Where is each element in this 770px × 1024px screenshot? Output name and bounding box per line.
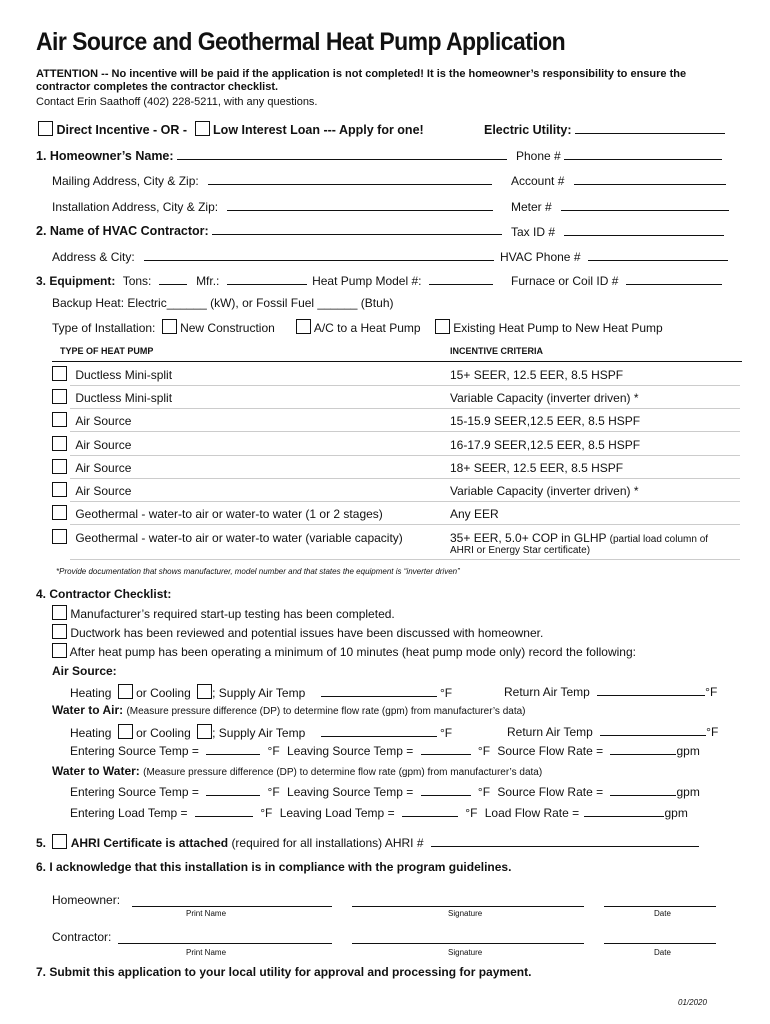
contractor-date-line[interactable]: [604, 943, 716, 944]
source-flow-input[interactable]: [610, 784, 676, 796]
checklist-checkbox[interactable]: [52, 605, 67, 620]
contractor-print-line[interactable]: [118, 943, 332, 944]
row-divider: [70, 478, 740, 479]
checklist-item: [52, 643, 636, 659]
hvac-contractor-field: [36, 223, 502, 238]
leaving-source-label: Leaving Source Temp =: [287, 785, 414, 799]
return-air-input[interactable]: [597, 684, 705, 696]
row-type: Geothermal - water-to air or water-to water (variable capacity): [75, 531, 403, 545]
row-divider: [70, 431, 740, 432]
load-flow-input[interactable]: [584, 805, 664, 817]
account-label: Account #: [511, 174, 565, 188]
gpm: gpm: [664, 806, 688, 820]
row-checkbox[interactable]: [52, 529, 67, 544]
heat-pump-model-label: Heat Pump Model #:: [312, 274, 422, 288]
supply-air-input[interactable]: [321, 685, 437, 697]
homeowner-print-line[interactable]: [132, 906, 332, 907]
ac-to-heat-pump-checkbox[interactable]: [296, 319, 311, 334]
tons-label: Tons:: [122, 274, 152, 288]
row-criteria: 16-17.9 SEER,12.5 EER, 8.5 HSPF: [450, 438, 641, 452]
row-criteria: 15-15.9 SEER,12.5 EER, 8.5 HSPF: [450, 414, 641, 428]
attention-notice: ATTENTION -- No incentive will be paid if the application is not completed! It is the homeowner’s responsibility to ensure the contractor completes the contractor checklist.: [36, 68, 687, 93]
row-type: Ductless Mini-split: [75, 391, 173, 405]
existing-heat-pump-checkbox[interactable]: [435, 319, 450, 334]
entering-source-input[interactable]: [206, 784, 260, 796]
water-to-air-row: [70, 724, 452, 740]
measure-note: (Measure pressure difference (DP) to determine flow rate (gpm) from manufacturer’s data): [126, 706, 526, 717]
meter-input[interactable]: [561, 199, 729, 211]
installation-address-input[interactable]: [227, 199, 493, 211]
backup-heat: Backup Heat: Electric______ (kW), or Fossil Fuel ______ (Btuh): [52, 296, 394, 310]
furnace-id-input[interactable]: [626, 273, 722, 285]
direct-incentive-checkbox[interactable]: [38, 121, 53, 136]
cooling-label: or Cooling: [136, 726, 191, 740]
deg-f: °F: [267, 785, 280, 799]
contractor-address-field: [52, 249, 494, 264]
contractor-address-input[interactable]: [144, 249, 494, 261]
table-footnote: *Provide documentation that shows manufacturer, model number and that states the equipment is “inverter driven”: [56, 567, 460, 576]
signature-caption: Signature: [448, 909, 483, 918]
cooling-label: or Cooling: [136, 686, 191, 700]
heating-checkbox[interactable]: [118, 684, 133, 699]
revision-date: 01/2020: [678, 998, 707, 1007]
page-title: Air Source and Geothermal Heat Pump Application: [36, 28, 566, 56]
entering-source-label: Entering Source Temp =: [70, 744, 199, 758]
furnace-id-label: Furnace or Coil ID #: [511, 274, 619, 288]
water-to-air-source-row: [70, 743, 700, 758]
row-criteria: 18+ SEER, 12.5 EER, 8.5 HSPF: [450, 461, 624, 475]
entering-load-label: Entering Load Temp =: [70, 806, 188, 820]
equipment-row: [36, 273, 493, 288]
load-flow-label: Load Flow Rate =: [484, 806, 580, 820]
existing-heat-pump-label: Existing Heat Pump to New Heat Pump: [453, 321, 663, 335]
mailing-address-field: [52, 173, 492, 188]
section-5-number: 5.: [36, 836, 47, 850]
homeowner-name-input[interactable]: [177, 148, 507, 160]
row-type: Ductless Mini-split: [75, 368, 173, 382]
homeowner-name-label: 1. Homeowner’s Name:: [36, 149, 174, 163]
tax-id-label: Tax ID #: [511, 225, 556, 239]
row-checkbox[interactable]: [52, 389, 67, 404]
deg-f: °F: [465, 806, 478, 820]
leaving-source-label: Leaving Source Temp =: [287, 744, 414, 758]
source-flow-label: Source Flow Rate =: [497, 744, 604, 758]
installation-type-row: [52, 319, 663, 335]
entering-source-label: Entering Source Temp =: [70, 785, 199, 799]
row-checkbox[interactable]: [52, 366, 67, 381]
installation-type-label: Type of Installation:: [52, 321, 156, 335]
cooling-checkbox[interactable]: [197, 684, 212, 699]
table-header-criteria: INCENTIVE CRITERIA: [450, 346, 544, 356]
deg-f: °F: [260, 806, 273, 820]
row-divider: [70, 559, 740, 560]
installation-address-field: [52, 199, 493, 214]
low-interest-loan-checkbox[interactable]: [195, 121, 210, 136]
ac-to-heat-pump-label: A/C to a Heat Pump: [313, 321, 421, 335]
deg-f: °F: [439, 686, 453, 700]
mfr-input[interactable]: [227, 273, 307, 285]
row-criteria: 15+ SEER, 12.5 EER, 8.5 HSPF: [450, 368, 624, 382]
row-type: Air Source: [75, 484, 132, 498]
mailing-address-label: Mailing Address, City & Zip:: [52, 174, 199, 188]
return-air-input[interactable]: [600, 724, 706, 736]
return-air-field: [507, 724, 718, 739]
return-air-field: [504, 684, 717, 699]
tax-id-field: [511, 224, 724, 239]
table-row: [52, 436, 131, 452]
deg-f: °F: [439, 726, 453, 740]
homeowner-signature-label: Homeowner:: [52, 893, 121, 907]
mailing-address-input[interactable]: [208, 173, 492, 185]
row-checkbox[interactable]: [52, 482, 67, 497]
mfr-label: Mfr.:: [196, 274, 220, 288]
contractor-signature-label: Contractor:: [52, 930, 112, 944]
contractor-address-label: Address & City:: [52, 250, 135, 264]
row-divider: [70, 455, 740, 456]
table-row: [52, 482, 131, 498]
heating-checkbox[interactable]: [118, 724, 133, 739]
leaving-source-input[interactable]: [421, 743, 471, 755]
supply-air-label: ; Supply Air Temp: [212, 686, 306, 700]
row-divider: [70, 408, 740, 409]
air-source-heading: Air Source:: [52, 664, 117, 678]
checklist-item-text: Manufacturer’s required start-up testing has been completed.: [70, 607, 395, 621]
checklist-checkbox[interactable]: [52, 643, 67, 658]
low-interest-loan-label: Low Interest Loan --- Apply for one!: [213, 123, 424, 137]
supply-air-input[interactable]: [321, 725, 437, 737]
checklist-item-text: Ductwork has been reviewed and potential issues have been discussed with homeowner.: [70, 626, 544, 640]
phone-label: Phone #: [516, 149, 561, 163]
leaving-source-input[interactable]: [421, 784, 471, 796]
row-type: Air Source: [75, 461, 132, 475]
return-air-label: Return Air Temp: [507, 725, 593, 739]
row-divider: [70, 385, 740, 386]
hvac-phone-input[interactable]: [588, 249, 728, 261]
water-to-water-load-row: [70, 805, 688, 820]
row-type: Geothermal - water-to air or water-to water (1 or 2 stages): [75, 507, 383, 521]
source-flow-input[interactable]: [610, 743, 676, 755]
return-air-label: Return Air Temp: [504, 685, 590, 699]
leaving-load-label: Leaving Load Temp =: [279, 806, 395, 820]
phone-input[interactable]: [564, 148, 722, 160]
row-checkbox[interactable]: [52, 436, 67, 451]
electric-utility-input[interactable]: [575, 122, 725, 134]
deg-f: °F: [267, 744, 280, 758]
row-criteria-note-2: AHRI or Energy Star certificate): [450, 545, 591, 556]
entering-load-input[interactable]: [195, 805, 253, 817]
row-criteria-main: 35+ EER, 5.0+ COP in GLHP: [450, 531, 607, 545]
gpm: gpm: [676, 744, 700, 758]
row-criteria: Variable Capacity (inverter driven) *: [450, 484, 639, 498]
heating-label: Heating: [70, 726, 112, 740]
account-input[interactable]: [574, 173, 726, 185]
tons-input[interactable]: [159, 273, 187, 285]
water-to-water-label: Water to Water:: [52, 764, 140, 778]
row-checkbox[interactable]: [52, 412, 67, 427]
ahri-checkbox[interactable]: [52, 834, 67, 849]
electric-utility-field: [484, 122, 725, 137]
water-to-water-source-row: [70, 784, 700, 799]
hvac-phone-label: HVAC Phone #: [500, 250, 581, 264]
installation-address-label: Installation Address, City & Zip:: [52, 200, 219, 214]
ahri-label: AHRI Certificate is attached: [70, 836, 229, 850]
checklist-title: 4. Contractor Checklist:: [36, 587, 172, 601]
contact-info: Contact Erin Saathoff (402) 228-5211, with any questions.: [36, 96, 318, 108]
equipment-label: 3. Equipment:: [36, 274, 116, 288]
air-source-row: [70, 684, 452, 700]
entering-source-input[interactable]: [206, 743, 260, 755]
electric-utility-label: Electric Utility:: [484, 123, 572, 137]
meter-label: Meter #: [511, 200, 552, 214]
hvac-phone-field: [500, 249, 728, 264]
date-caption: Date: [654, 948, 671, 957]
homeowner-date-line[interactable]: [604, 906, 716, 907]
print-name-caption: Print Name: [186, 909, 227, 918]
table-row: [52, 366, 172, 382]
supply-air-label: ; Supply Air Temp: [212, 726, 306, 740]
meter-field: [511, 199, 729, 214]
row-type: Air Source: [75, 438, 132, 452]
row-checkbox[interactable]: [52, 505, 67, 520]
contractor-signature-line[interactable]: [352, 943, 584, 944]
new-construction-checkbox[interactable]: [162, 319, 177, 334]
table-header-type: TYPE OF HEAT PUMP: [60, 346, 154, 356]
print-name-caption: Print Name: [186, 948, 227, 957]
checklist-item: [52, 605, 395, 621]
signature-caption: Signature: [448, 948, 483, 957]
homeowner-name-field: [36, 148, 507, 163]
row-criteria: Variable Capacity (inverter driven) *: [450, 391, 639, 405]
deg-f: °F: [705, 685, 718, 699]
row-criteria: [450, 531, 708, 545]
hvac-contractor-label: 2. Name of HVAC Contractor:: [36, 224, 209, 238]
row-criteria: Any EER: [450, 507, 499, 521]
row-checkbox[interactable]: [52, 459, 67, 474]
table-row: [52, 389, 172, 405]
phone-field: [516, 148, 722, 163]
tax-id-input[interactable]: [564, 224, 724, 236]
deg-f: °F: [477, 744, 491, 758]
heat-pump-model-input[interactable]: [429, 273, 493, 285]
table-row: [52, 505, 383, 521]
account-field: [511, 173, 726, 188]
water-to-air-heading: [52, 703, 526, 717]
homeowner-signature-line[interactable]: [352, 906, 584, 907]
ahri-row: [36, 834, 699, 850]
cooling-checkbox[interactable]: [197, 724, 212, 739]
water-to-water-heading: [52, 764, 542, 778]
gpm: gpm: [676, 785, 700, 799]
row-type: Air Source: [75, 414, 132, 428]
checklist-item: [52, 624, 543, 640]
heating-label: Heating: [70, 686, 112, 700]
direct-incentive-label: Direct Incentive - OR -: [56, 123, 188, 137]
furnace-id-field: [511, 273, 722, 288]
water-to-air-label: Water to Air:: [52, 703, 124, 717]
incentive-options: [38, 121, 424, 137]
checklist-checkbox[interactable]: [52, 624, 67, 639]
new-construction-label: New Construction: [180, 321, 275, 335]
row-criteria-note: (partial load column of: [609, 534, 709, 545]
measure-note: (Measure pressure difference (DP) to determine flow rate (gpm) from manufacturer’s data): [143, 767, 543, 778]
submit-instructions: 7. Submit this application to your local utility for approval and processing for payment.: [36, 965, 532, 979]
row-divider: [70, 501, 740, 502]
table-row: [52, 412, 131, 428]
deg-f: °F: [706, 725, 719, 739]
table-row: [52, 529, 403, 545]
table-row: [52, 459, 131, 475]
date-caption: Date: [654, 909, 671, 918]
source-flow-label: Source Flow Rate =: [497, 785, 604, 799]
leaving-load-input[interactable]: [402, 805, 458, 817]
deg-f: °F: [477, 785, 491, 799]
checklist-item-text: After heat pump has been operating a minimum of 10 minutes (heat pump mode only) record the following:: [69, 645, 636, 659]
table-header-rule: [52, 361, 742, 362]
hvac-contractor-input[interactable]: [212, 223, 502, 235]
row-divider: [70, 524, 740, 525]
ahri-note: (required for all installations) AHRI #: [231, 836, 424, 850]
acknowledgement: 6. I acknowledge that this installation is in compliance with the program guidelines.: [36, 860, 512, 874]
ahri-number-input[interactable]: [431, 835, 699, 847]
